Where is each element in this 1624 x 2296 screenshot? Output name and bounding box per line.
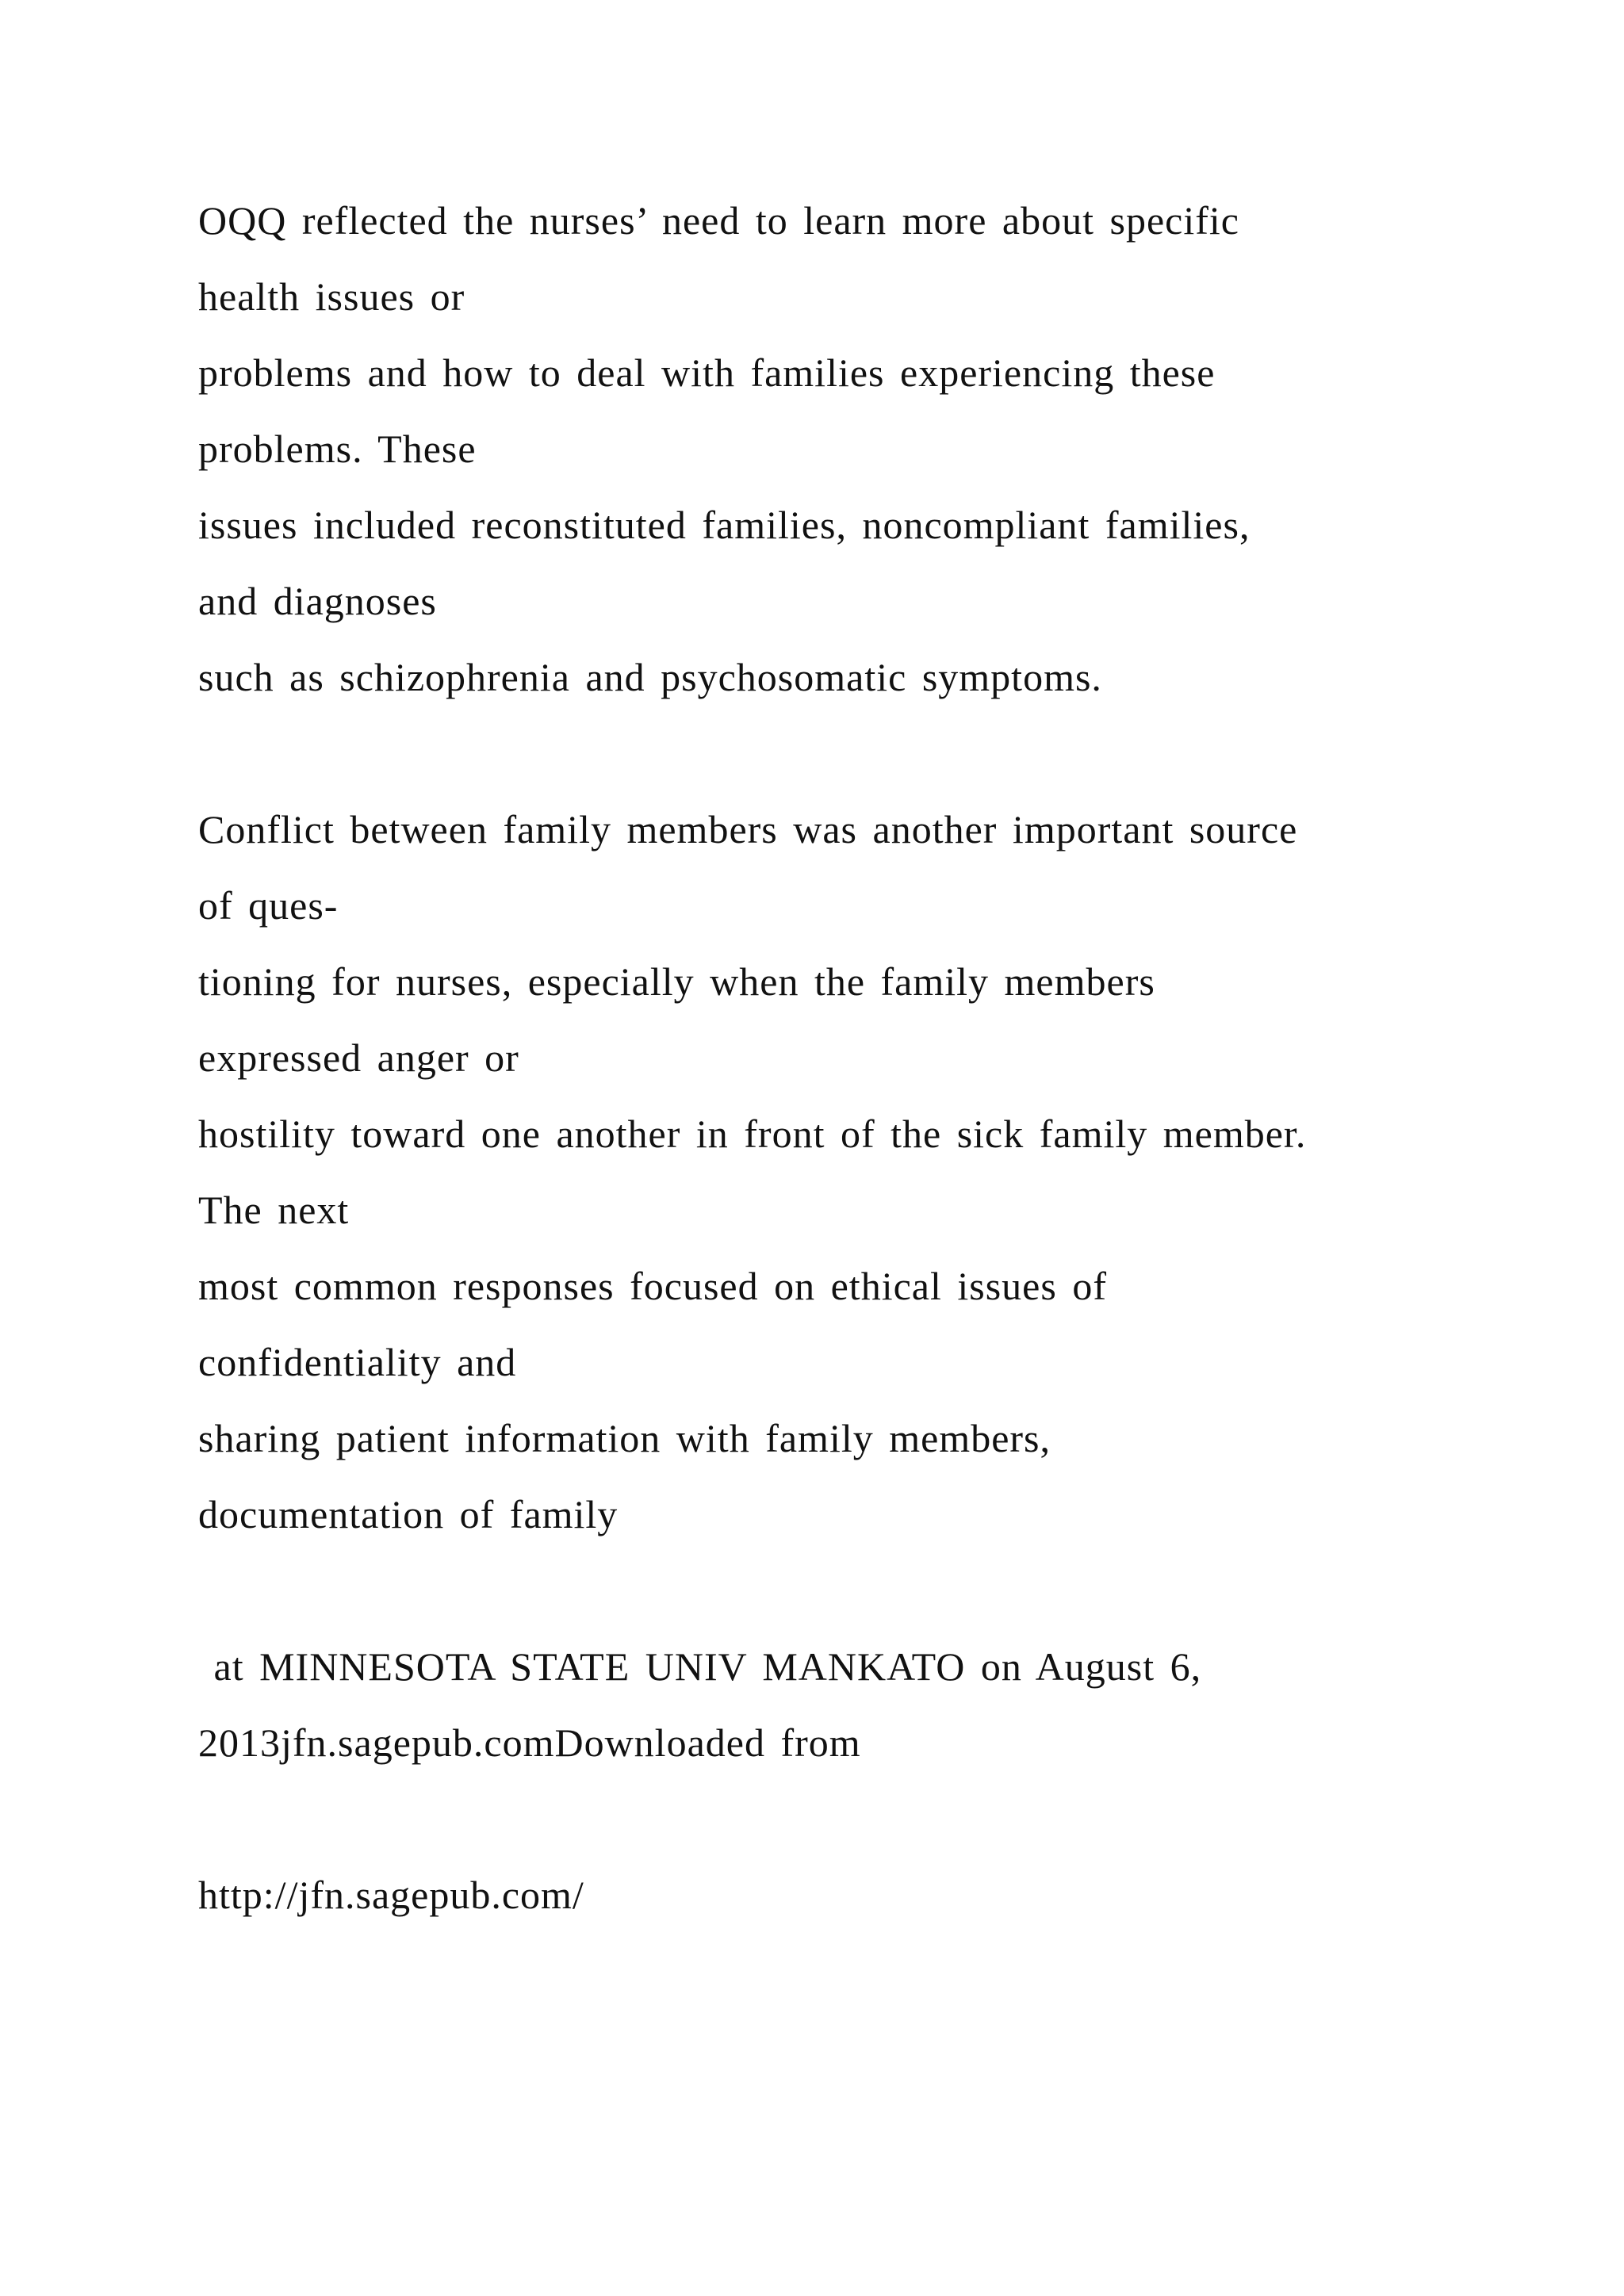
- text-line: OQQ reflected the nurses’ need to learn more about specific: [198, 198, 1239, 243]
- text-line: of ques-: [198, 883, 339, 928]
- text-line: 2013jfn.sagepub.comDownloaded from: [198, 1720, 861, 1765]
- paragraph-conflict: [198, 791, 1483, 1552]
- source-url: [198, 1857, 1483, 1933]
- text-line: such as schizophrenia and psychosomatic symptoms.: [198, 655, 1102, 699]
- text-line: The next: [198, 1188, 350, 1232]
- text-line: and diagnoses: [198, 579, 437, 623]
- text-line: issues included reconstituted families, noncompliant families,: [198, 503, 1251, 547]
- text-line: confidentiality and: [198, 1340, 517, 1384]
- text-line: tioning for nurses, especially when the family members: [198, 959, 1155, 1004]
- paragraph-spacer: [198, 1552, 1483, 1628]
- url-text[interactable]: http://jfn.sagepub.com/: [198, 1873, 584, 1917]
- text-line: sharing patient information with family members,: [198, 1416, 1051, 1460]
- download-notice: [198, 1628, 1483, 1781]
- text-line: health issues or: [198, 274, 465, 319]
- text-line: at MINNESOTA STATE UNIV MANKATO on August 6,: [198, 1644, 1202, 1689]
- text-line: documentation of family: [198, 1492, 619, 1536]
- text-line: problems and how to deal with families experiencing these: [198, 350, 1216, 395]
- paragraph-spacer: [198, 1781, 1483, 1857]
- text-line: problems. These: [198, 427, 477, 471]
- paragraph-family-issues: [198, 182, 1483, 715]
- document-body: [198, 182, 1483, 1933]
- paragraph-spacer: [198, 715, 1483, 791]
- text-line: expressed anger or: [198, 1035, 519, 1080]
- text-line: Conflict between family members was another important source: [198, 807, 1298, 851]
- text-line: most common responses focused on ethical issues of: [198, 1264, 1107, 1308]
- text-line: hostility toward one another in front of the sick family member.: [198, 1112, 1307, 1156]
